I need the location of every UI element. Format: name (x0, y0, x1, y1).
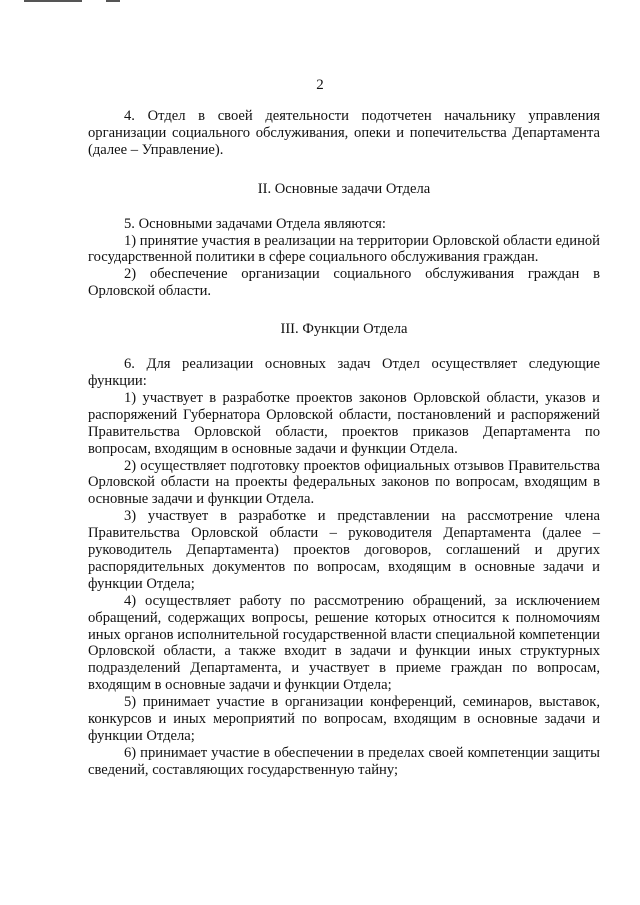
document-body (88, 108, 600, 779)
page-number: 2 (316, 77, 324, 93)
paragraph-4: 4. Отдел в своей деятельности подотчетен начальнику управления организации социального обслуживания, опеки и попечительства Департамента (далее – Управление). (88, 108, 600, 158)
paragraph-5-item-2: 2) обеспечение организации социального обслуживания граждан в Орловской области. (88, 266, 600, 300)
paragraph-6-item-2: 2) осуществляет подготовку проектов официальных отзывов Правительства Орловской области на проекты федеральных законов по вопросам, входящим в основные задачи и функции Отдела. (88, 457, 600, 508)
scan-artifact (24, 0, 82, 2)
paragraph-5-item-1: 1) принятие участия в реализации на территории Орловской области единой государственной политики в сфере социального обслуживания граждан. (88, 232, 600, 266)
paragraph-6-item-5: 5) принимает участие в организации конференций, семинаров, выставок, конкурсов и иных мероприятий по вопросам, входящим в основные задачи и функции Отдела; (88, 694, 600, 744)
paragraph-5: 5. Основными задачами Отдела являются: (124, 215, 386, 232)
scan-artifact (106, 0, 120, 2)
paragraph-6-item-1: 1) участвует в разработке проектов законов Орловской области, указов и распоряжений Губернатора Орловской области, постановлений и распоряжений Правительства Орловской области, проектов приказов Департамента по вопросам, входящим в основные задачи и функции Отдела. (88, 389, 600, 457)
paragraph-6-item-3: 3) участвует в разработке и представлении на рассмотрение члена Правительства Орловской области – руководителя Департамента (далее – руководитель Департамента) проектов договоров, соглашений и других распорядительных документов по вопросам, входящим в основные задачи и функции Отдела; (88, 508, 600, 592)
paragraph-6-item-4: 4) осуществляет работу по рассмотрению обращений, за исключением обращений, содержащих вопросы, решение которых относится к полномочиям иных органов исполнительной государственной власти специальной компетенции Орловской области, а также входит в задачи и функции иных структурных подразделений Департамента, и участвует в приеме граждан по вопросам, входящим в основные задачи и функции Отдела; (88, 592, 600, 694)
paragraph-6-item-6: 6) принимает участие в обеспечении в пределах своей компетенции защиты сведений, составляющих государственную тайну; (88, 744, 600, 778)
paragraph-6: 6. Для реализации основных задач Отдел осуществляет следующие функции: (88, 356, 600, 389)
section-title-2: II. Основные задачи Отдела (257, 180, 431, 197)
section-title-3: III. Функции Отдела (280, 321, 408, 338)
